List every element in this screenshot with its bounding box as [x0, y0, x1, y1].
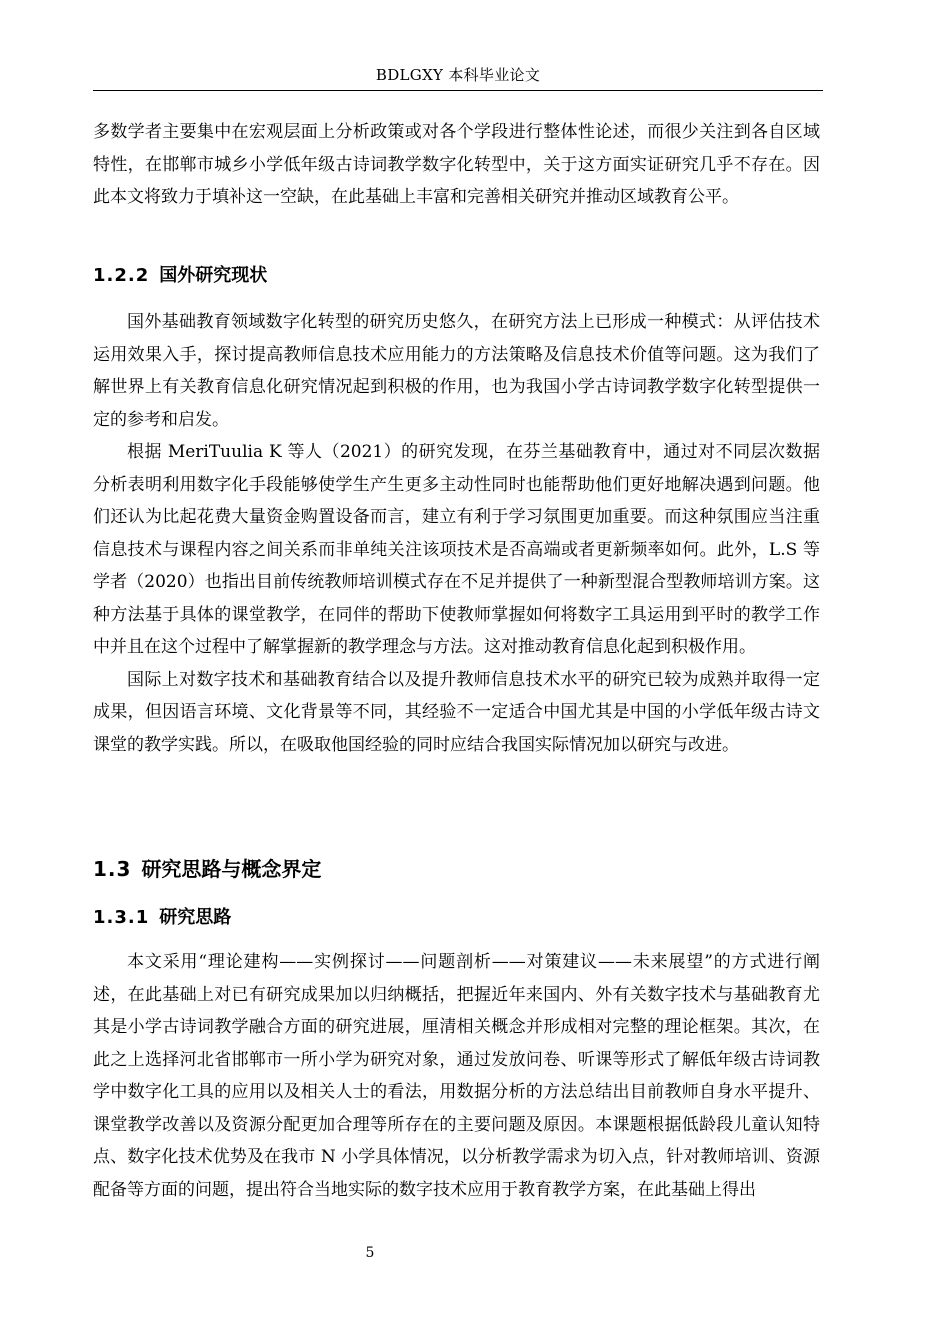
header-divider: [93, 90, 823, 91]
section-number: 1.3.1: [93, 907, 150, 928]
paragraph-block-3: [93, 946, 820, 1206]
section-title: 国外研究现状: [159, 265, 268, 286]
paragraph-block-2: [93, 306, 820, 761]
section-heading-1-3: [93, 856, 820, 882]
paragraph: 国外基础教育领域数字化转型的研究历史悠久，在研究方法上已形成一种模式：从评估技术运用效果入手，探讨提高教师信息技术应用能力的方法策略及信息技术价值等问题。这为我们了解世界上有关教育信息化研究情况起到积极的作用，也为我国小学古诗词教学数字化转型提供一定的参考和启发。: [93, 312, 820, 430]
section-title: 研究思路与概念界定: [141, 857, 322, 881]
page-number: 5: [365, 1245, 375, 1261]
section-number: 1.2.2: [93, 265, 150, 286]
paragraph-block-1: [93, 116, 820, 214]
running-header: BDLGXY 本科毕业论文: [375, 66, 541, 84]
section-number: 1.3: [93, 857, 132, 881]
paragraph: 根据 MeriTuulia K 等人（2021）的研究发现，在芬兰基础教育中，通过对不同层次数据分析表明利用数字化手段能够使学生产生更多主动性同时也能帮助他们更好地解决遇到问题。他们还认为比起花费大量资金购置设备而言，建立有利于学习氛围更加重要。而这种氛围应当注重信息技术与课程内容之间关系而非单纯关注该项技术是否高端或者更新频率如何。此外，L.S 等学者（2020）也指出目前传统教师培训模式存在不足并提供了一种新型混合型教师培训方案。这种方法基于具体的课堂教学，在同伴的帮助下使教师掌握如何将数字工具运用到平时的教学工作中并且在这个过程中了解掌握新的教学理念与方法。这对推动教育信息化起到积极作用。: [93, 442, 820, 657]
paragraph: 本文采用“理论建构——实例探讨——问题剖析——对策建议——未来展望”的方式进行阐述，在此基础上对已有研究成果加以归纳概括，把握近年来国内、外有关数字技术与基础教育尤其是小学古诗词教学融合方面的研究进展，厘清相关概念并形成相对完整的理论框架。其次，在此之上选择河北省邯郸市一所小学为研究对象，通过发放问卷、听课等形式了解低年级古诗词教学中数字化工具的应用以及相关人士的看法，用数据分析的方法总结出目前教师自身水平提升、课堂教学改善以及资源分配更加合理等所存在的主要问题及原因。本课题根据低龄段儿童认知特点、数字化技术优势及在我市 N 小学具体情况，以分析教学需求为切入点，针对教师培训、资源配备等方面的问题，提出符合当地实际的数字技术应用于教育教学方案，在此基础上得出: [93, 952, 820, 1200]
section-title: 研究思路: [159, 907, 232, 928]
paragraph-continuation: 多数学者主要集中在宏观层面上分析政策或对各个学段进行整体性论述，而很少关注到各自区域特性，在邯郸市城乡小学低年级古诗词教学数字化转型中，关于这方面实证研究几乎不存在。因此本文将致力于填补这一空缺，在此基础上丰富和完善相关研究并推动区域教育公平。: [93, 122, 820, 207]
section-heading-1-2-2: [93, 264, 820, 288]
section-heading-1-3-1: [93, 906, 820, 930]
paragraph: 国际上对数字技术和基础教育结合以及提升教师信息技术水平的研究已较为成熟并取得一定成果，但因语言环境、文化背景等不同，其经验不一定适合中国尤其是中国的小学低年级古诗文课堂的教学实践。所以，在吸取他国经验的同时应结合我国实际情况加以研究与改进。: [93, 669, 820, 755]
